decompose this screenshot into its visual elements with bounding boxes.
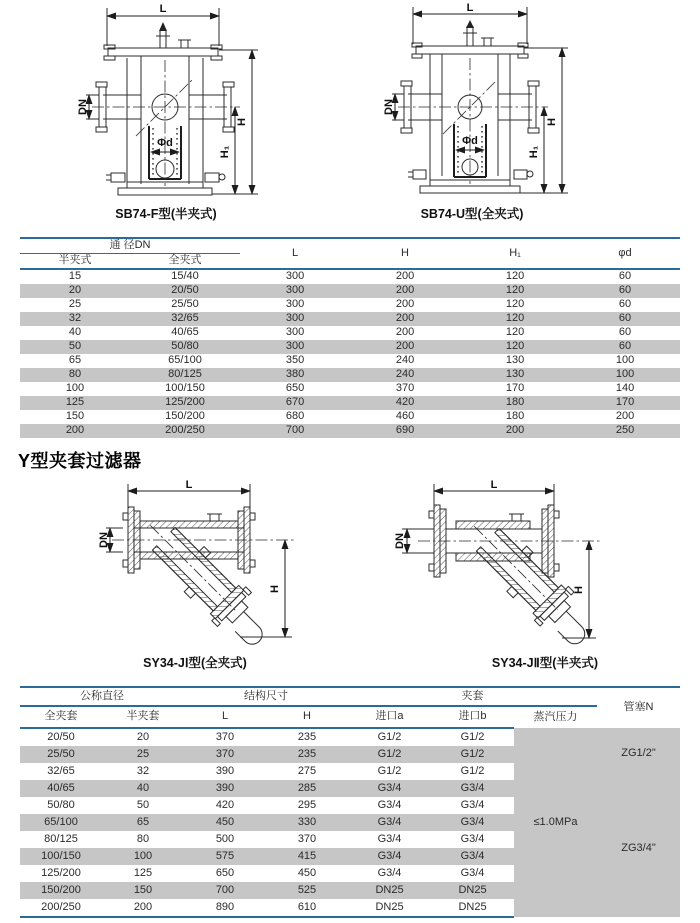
steam-pressure-cell: ≤1.0MPa <box>514 728 597 917</box>
table-cell: 150 <box>102 882 184 899</box>
sy34-diagrams-row <box>0 477 700 680</box>
table-cell: 25 <box>102 746 184 763</box>
sy34-j2-drawing <box>350 477 700 675</box>
table-cell: 60 <box>618 298 632 311</box>
column-header-steam-pressure: 蒸汽压力 <box>533 710 578 723</box>
table-cell: 120 <box>505 298 525 311</box>
plug-cell-bottom: ZG3/4" <box>597 780 680 917</box>
table-row <box>20 340 680 354</box>
table-cell: G3/4 <box>377 832 402 845</box>
table-cell: 295 <box>297 798 317 811</box>
table-row <box>20 410 680 424</box>
table-cell: 80 <box>20 368 130 382</box>
column-header-h1: H₁ <box>460 238 570 269</box>
table-cell: 150/200 <box>20 882 102 899</box>
dim-label-l: L <box>490 479 498 491</box>
table-cell: 60 <box>570 284 680 298</box>
table-cell: 32 <box>20 312 130 326</box>
column-header-h: H <box>350 238 460 269</box>
column-header-phid: φd <box>570 238 680 269</box>
table-cell: 690 <box>350 424 460 438</box>
column-header-l: L <box>240 238 350 269</box>
table-cell: 120 <box>505 270 525 283</box>
table-cell: 200 <box>615 410 635 423</box>
section-title: Y型夹套过滤器 <box>18 451 142 471</box>
table-cell: 525 <box>266 882 348 899</box>
table-cell: 25/50 <box>20 746 102 763</box>
table-cell: 25/50 <box>171 298 199 311</box>
column-header-h: H <box>266 706 348 728</box>
sb74-u-drawing <box>350 0 700 228</box>
table-cell: 370 <box>215 730 235 743</box>
sb74-diagrams-row <box>0 0 700 233</box>
table-cell: 200/250 <box>20 899 102 917</box>
table-cell: 170 <box>505 382 525 395</box>
table-cell: G3/4 <box>460 866 485 879</box>
table-cell: 120 <box>460 340 570 354</box>
table-cell: 650 <box>285 382 305 395</box>
table-cell: DN25 <box>348 899 431 917</box>
table-cell: 390 <box>215 764 235 777</box>
table-cell: 65/100 <box>168 354 202 367</box>
column-group-spacer <box>348 687 431 706</box>
table-cell: 32/65 <box>47 764 75 777</box>
table-cell: 390 <box>184 780 266 797</box>
table-cell: 370 <box>184 746 266 763</box>
table-cell: 200 <box>395 298 415 311</box>
table-cell: 80/125 <box>44 832 78 845</box>
dim-label-dn: DN <box>77 99 89 115</box>
table-cell: G3/4 <box>377 798 402 811</box>
table-cell: 130 <box>460 368 570 382</box>
table-cell: 180 <box>505 410 525 423</box>
table-cell: 370 <box>395 382 415 395</box>
table-cell: G3/4 <box>431 814 514 831</box>
table2-group-row <box>20 687 680 706</box>
column-group-nominal-diameter: 公称直径 <box>20 687 184 706</box>
table-cell: 60 <box>618 270 632 283</box>
dim-label-h: H <box>546 118 558 126</box>
column-group-structure-dims: 结构尺寸 <box>184 687 348 706</box>
table-cell: 200/250 <box>130 424 240 438</box>
table-cell: 415 <box>266 848 348 865</box>
table-cell: G1/2 <box>377 764 402 777</box>
sb74-dimension-table <box>20 237 680 438</box>
sb74-table-body <box>20 269 680 438</box>
table-cell: DN25 <box>431 882 514 899</box>
table-cell: 50 <box>136 798 150 811</box>
table-cell: 370 <box>297 832 317 845</box>
table-cell: 890 <box>184 899 266 917</box>
table-cell: 65 <box>68 354 82 367</box>
diagram-sy34-j2 <box>350 477 700 680</box>
table-cell: DN25 <box>431 899 514 917</box>
table-cell: 15 <box>68 270 82 283</box>
table-cell: 200 <box>350 340 460 354</box>
table-row <box>20 326 680 340</box>
table-cell: 420 <box>350 396 460 410</box>
table-cell: 100 <box>102 848 184 865</box>
table-cell: 680 <box>285 410 305 423</box>
table-cell: 300 <box>240 340 350 354</box>
table-cell: 50/80 <box>47 798 75 811</box>
table-cell: G1/2 <box>377 730 402 743</box>
table-cell: 500 <box>215 832 235 845</box>
table-row <box>20 368 680 382</box>
column-group-dn: 通 径DN <box>20 238 240 254</box>
table-cell: 300 <box>240 312 350 326</box>
diagram-caption: SB74-U型(全夹式) <box>420 207 524 221</box>
table-cell: 330 <box>266 814 348 831</box>
sb74-f-drawing <box>0 0 350 228</box>
dim-label-l: L <box>159 3 167 15</box>
table-cell: 150/200 <box>165 410 205 423</box>
table-cell: 420 <box>215 798 235 811</box>
diagram-sy34-j1 <box>0 477 350 680</box>
table-cell: G1/2 <box>460 764 485 777</box>
table-cell: 100/150 <box>20 848 102 865</box>
column-group-spacer <box>514 687 597 706</box>
table-cell: 450 <box>184 814 266 831</box>
table-cell: 460 <box>395 410 415 423</box>
diagram-caption: SY34-JⅠ型(全夹式) <box>143 656 247 670</box>
table-row <box>20 312 680 326</box>
table-cell: 670 <box>240 396 350 410</box>
table-row <box>20 728 680 746</box>
table-cell: 200 <box>350 312 460 326</box>
dim-label-dn: DN <box>383 99 395 115</box>
table-cell: 700 <box>184 882 266 899</box>
column-header-full-jacket: 全夹式 <box>130 254 240 270</box>
table-cell: G3/4 <box>431 848 514 865</box>
table-cell: 15/40 <box>171 270 199 283</box>
table-cell: 40/65 <box>171 326 199 339</box>
column-header-inlet-a: 进口a <box>348 706 431 728</box>
table-cell: 250 <box>570 424 680 438</box>
table-cell: 40 <box>68 326 82 339</box>
table-cell: 120 <box>460 284 570 298</box>
column-header-plug-n: 管塞N <box>623 701 654 714</box>
table-cell: 20/50 <box>130 284 240 298</box>
table-cell: 125/200 <box>130 396 240 410</box>
dim-label-h1: H₁ <box>219 145 231 159</box>
dim-label-phid: Φd <box>157 137 173 149</box>
table-cell: 32 <box>136 764 150 777</box>
dim-label-dn: DN <box>394 533 406 549</box>
column-header-inlet-b: 进口b <box>431 706 514 728</box>
table-cell: G3/4 <box>460 798 485 811</box>
table-cell: 200 <box>395 270 415 283</box>
table-row <box>20 354 680 368</box>
table-row <box>20 298 680 312</box>
dim-label-l: L <box>466 2 474 14</box>
table-cell: 60 <box>570 312 680 326</box>
sy34-j1-drawing <box>0 477 350 675</box>
table-cell: 40/65 <box>20 780 102 797</box>
table-row <box>20 424 680 438</box>
plug-cell-top: ZG1/2" <box>597 728 680 780</box>
table-row <box>20 284 680 298</box>
table-cell: 100 <box>570 368 680 382</box>
dim-label-l: L <box>185 479 193 491</box>
dim-label-h: H <box>269 585 281 593</box>
table-cell: 300 <box>285 298 305 311</box>
diagram-caption: SY34-JⅡ型(半夹式) <box>491 656 599 670</box>
table-cell: 125 <box>133 866 153 879</box>
table-cell: 65 <box>102 814 184 831</box>
table-cell: 200 <box>460 424 570 438</box>
column-header-half-jacket: 半夹式 <box>20 254 130 270</box>
dim-label-h: H <box>573 586 585 594</box>
table-cell: G1/2 <box>431 746 514 763</box>
table-cell: G1/2 <box>348 746 431 763</box>
dim-label-dn: DN <box>98 532 110 548</box>
column-group-jacket: 夹套 <box>431 687 514 706</box>
table-cell: 20 <box>136 730 150 743</box>
table-cell: 650 <box>215 866 235 879</box>
table-cell: 25 <box>68 298 82 311</box>
table-cell: 20/50 <box>47 730 75 743</box>
table-cell: 450 <box>297 866 317 879</box>
table-cell: 575 <box>184 848 266 865</box>
sy34-table-body <box>20 728 680 917</box>
table-cell: 235 <box>266 746 348 763</box>
table-cell: 32/65 <box>130 312 240 326</box>
table-cell: 100 <box>615 354 635 367</box>
table-cell: 125 <box>20 396 130 410</box>
diagram-sb74-u <box>350 0 700 233</box>
table-cell: 50 <box>20 340 130 354</box>
dim-label-h: H <box>236 118 248 126</box>
table-cell: 700 <box>240 424 350 438</box>
table-cell: DN25 <box>348 882 431 899</box>
table1-group-row <box>20 238 680 254</box>
table-cell: 100/150 <box>165 382 205 395</box>
table2-subheader-row <box>20 706 680 728</box>
table-row <box>20 269 680 284</box>
table-cell: 40 <box>102 780 184 797</box>
table-cell: 300 <box>240 284 350 298</box>
table-cell: 20 <box>20 284 130 298</box>
column-header-l: L <box>184 706 266 728</box>
table-cell: 350 <box>285 354 305 367</box>
table-cell: G1/2 <box>460 730 485 743</box>
table-cell: 50/80 <box>130 340 240 354</box>
table-row <box>20 382 680 396</box>
table-cell: 200 <box>395 326 415 339</box>
table-cell: 240 <box>350 368 460 382</box>
table-cell: 120 <box>505 326 525 339</box>
table-cell: 65/100 <box>20 814 102 831</box>
column-header-half-jacket: 半夹套 <box>102 706 184 728</box>
table-cell: 285 <box>266 780 348 797</box>
table-cell: 60 <box>570 340 680 354</box>
table-cell: 60 <box>618 326 632 339</box>
table-cell: G3/4 <box>431 780 514 797</box>
table-cell: 100 <box>65 382 85 395</box>
table-cell: 300 <box>285 270 305 283</box>
table-cell: G3/4 <box>460 832 485 845</box>
table-cell: G3/4 <box>348 848 431 865</box>
table-cell: G3/4 <box>377 866 402 879</box>
table-cell: 200 <box>102 899 184 917</box>
table-cell: 200 <box>350 284 460 298</box>
table-row <box>20 396 680 410</box>
table-cell: 150 <box>65 410 85 423</box>
table-cell: 235 <box>297 730 317 743</box>
table-cell: G3/4 <box>348 780 431 797</box>
sy34-dimension-table <box>20 686 680 918</box>
table-cell: 130 <box>505 354 525 367</box>
column-header-full-jacket: 全夹套 <box>20 706 102 728</box>
table-cell: 140 <box>615 382 635 395</box>
table-cell: 380 <box>240 368 350 382</box>
table-cell: 275 <box>297 764 317 777</box>
table-cell: 200 <box>20 424 130 438</box>
table-cell: 80 <box>136 832 150 845</box>
table-cell: 180 <box>460 396 570 410</box>
table-cell: 610 <box>266 899 348 917</box>
table-cell: 240 <box>395 354 415 367</box>
dim-label-phid: Φd <box>462 135 478 147</box>
table-cell: 300 <box>285 326 305 339</box>
table-cell: G3/4 <box>348 814 431 831</box>
diagram-caption: SB74-F型(半夹式) <box>115 207 217 221</box>
dim-label-h1: H₁ <box>528 145 540 159</box>
table-cell: 125/200 <box>41 866 81 879</box>
diagram-sb74-f <box>0 0 350 233</box>
table-cell: 80/125 <box>130 368 240 382</box>
table-cell: 170 <box>570 396 680 410</box>
table-cell: 120 <box>460 312 570 326</box>
